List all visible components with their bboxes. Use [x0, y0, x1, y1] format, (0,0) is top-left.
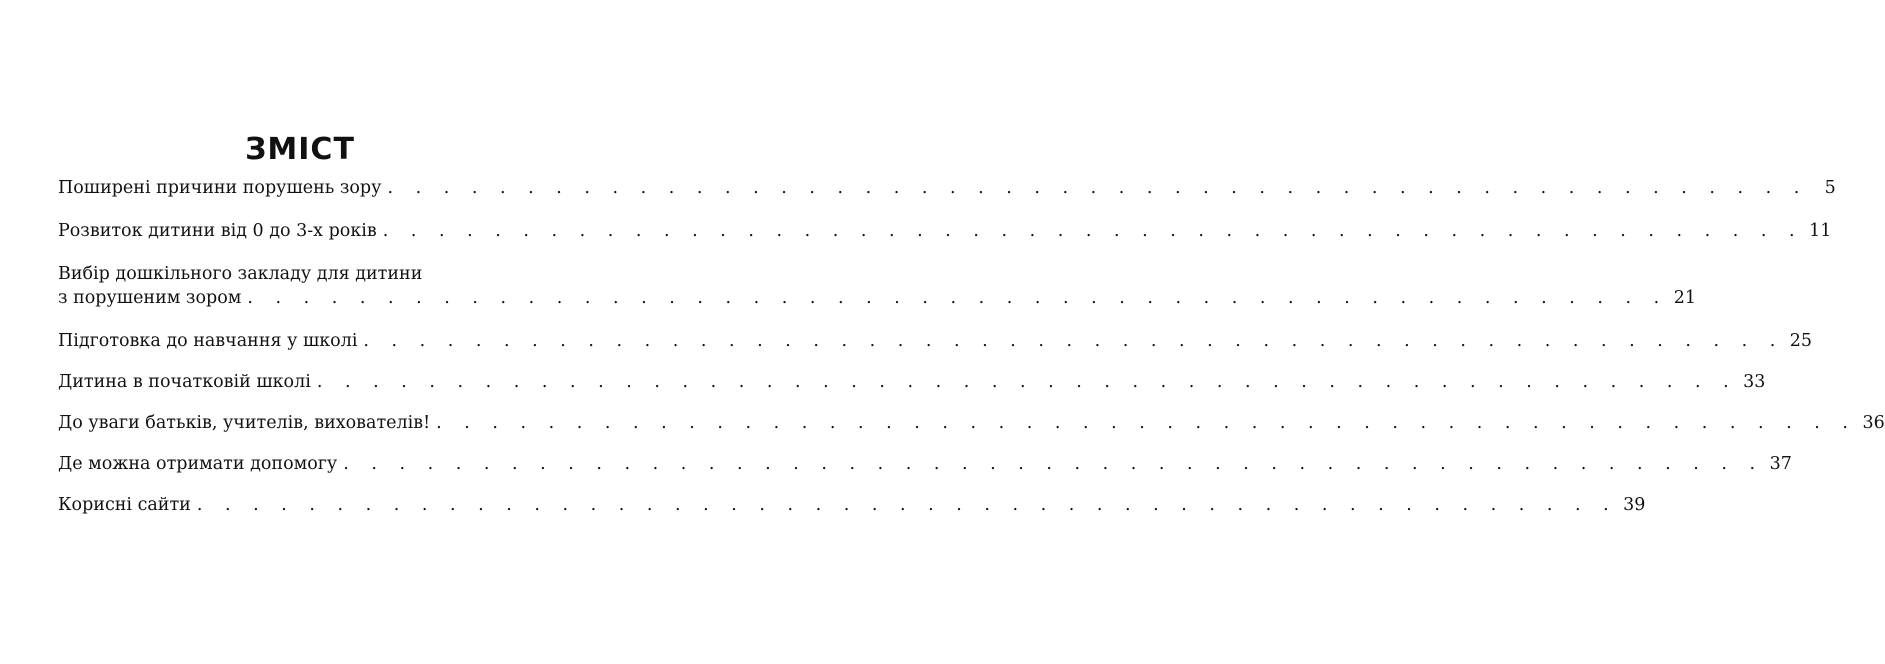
toc-row [58, 329, 1813, 353]
toc-entry-title: Поширені причини порушень зору [58, 178, 382, 198]
toc-entry-title: Де можна отримати допомогу [58, 454, 338, 474]
toc-row [58, 411, 1885, 435]
toc-page-number: 21 [1673, 288, 1696, 308]
toc-leader-dots: . . . . . . . . . . . . . . . . . . . . . . . . . . . . . . . . . . . . . . . . . . . . . . . . . . . [316, 372, 1738, 392]
toc-page-number: 36 [1862, 413, 1885, 433]
toc-leader-dots: . . . . . . . . . . . . . . . . . . . . . . . . . . . . . . . . . . . . . . . . . . . . . . . . . . . [247, 288, 1668, 308]
toc-row [58, 176, 1836, 200]
toc-leader-dots: . . . . . . . . . . . . . . . . . . . . . . . . . . . . . . . . . . . . . . . . . . . . . . . . . . . [387, 178, 1808, 198]
toc-leader-dots: . . . . . . . . . . . . . . . . . . . . . . . . . . . . . . . . . . . . . . . . . . . . . . . . . . . [382, 221, 1804, 241]
toc-page-number: 5 [1824, 178, 1836, 198]
toc-row [58, 370, 1766, 394]
toc-row [58, 493, 1646, 517]
toc-leader-dots: . . . . . . . . . . . . . . . . . . . . . . . . . . . . . . . . . . . . . . . . . . . . . . . . . . . [196, 495, 1618, 515]
toc-entry[interactable] [58, 411, 1885, 435]
toc-page-number: 39 [1623, 495, 1646, 515]
toc-entry-title-line1: Вибір дошкільного закладу для дитини [58, 264, 423, 284]
toc-row [58, 219, 1832, 243]
toc-page-number: 37 [1769, 454, 1792, 474]
toc-entry[interactable] [58, 176, 1836, 200]
toc-entry[interactable] [58, 452, 1792, 476]
toc-entry-title: Корисні сайти [58, 495, 191, 515]
toc-row [58, 286, 1696, 310]
toc-entry[interactable] [58, 262, 1696, 310]
toc-leader-dots: . . . . . . . . . . . . . . . . . . . . . . . . . . . . . . . . . . . . . . . . . . . . . . . . . . . [343, 454, 1764, 474]
page-title: ЗМІСТ [245, 132, 355, 167]
toc-leader-dots: . . . . . . . . . . . . . . . . . . . . . . . . . . . . . . . . . . . . . . . . . . . . . . . . . . . [363, 331, 1784, 351]
toc-entry[interactable] [58, 493, 1646, 517]
toc-entry[interactable] [58, 219, 1832, 243]
toc-leader-dots: . . . . . . . . . . . . . . . . . . . . . . . . . . . . . . . . . . . . . . . . . . . . . . . . . . . [436, 413, 1857, 433]
toc-entry-title: Підготовка до навчання у школі [58, 331, 358, 351]
toc-entry[interactable] [58, 370, 1766, 394]
table-of-contents [58, 176, 1885, 517]
toc-row [58, 452, 1792, 476]
toc-entry-title: Розвиток дитини від 0 до 3-х років [58, 221, 377, 241]
toc-page-number: 11 [1809, 221, 1832, 241]
toc-page-number: 33 [1743, 372, 1766, 392]
toc-entry-title: Дитина в початковій школі [58, 372, 311, 392]
toc-page-number: 25 [1789, 331, 1813, 351]
toc-entry-title: з порушеним зором [58, 288, 242, 308]
toc-entry[interactable] [58, 329, 1813, 353]
toc-entry-title: До уваги батьків, учителів, вихователів! [58, 413, 431, 433]
